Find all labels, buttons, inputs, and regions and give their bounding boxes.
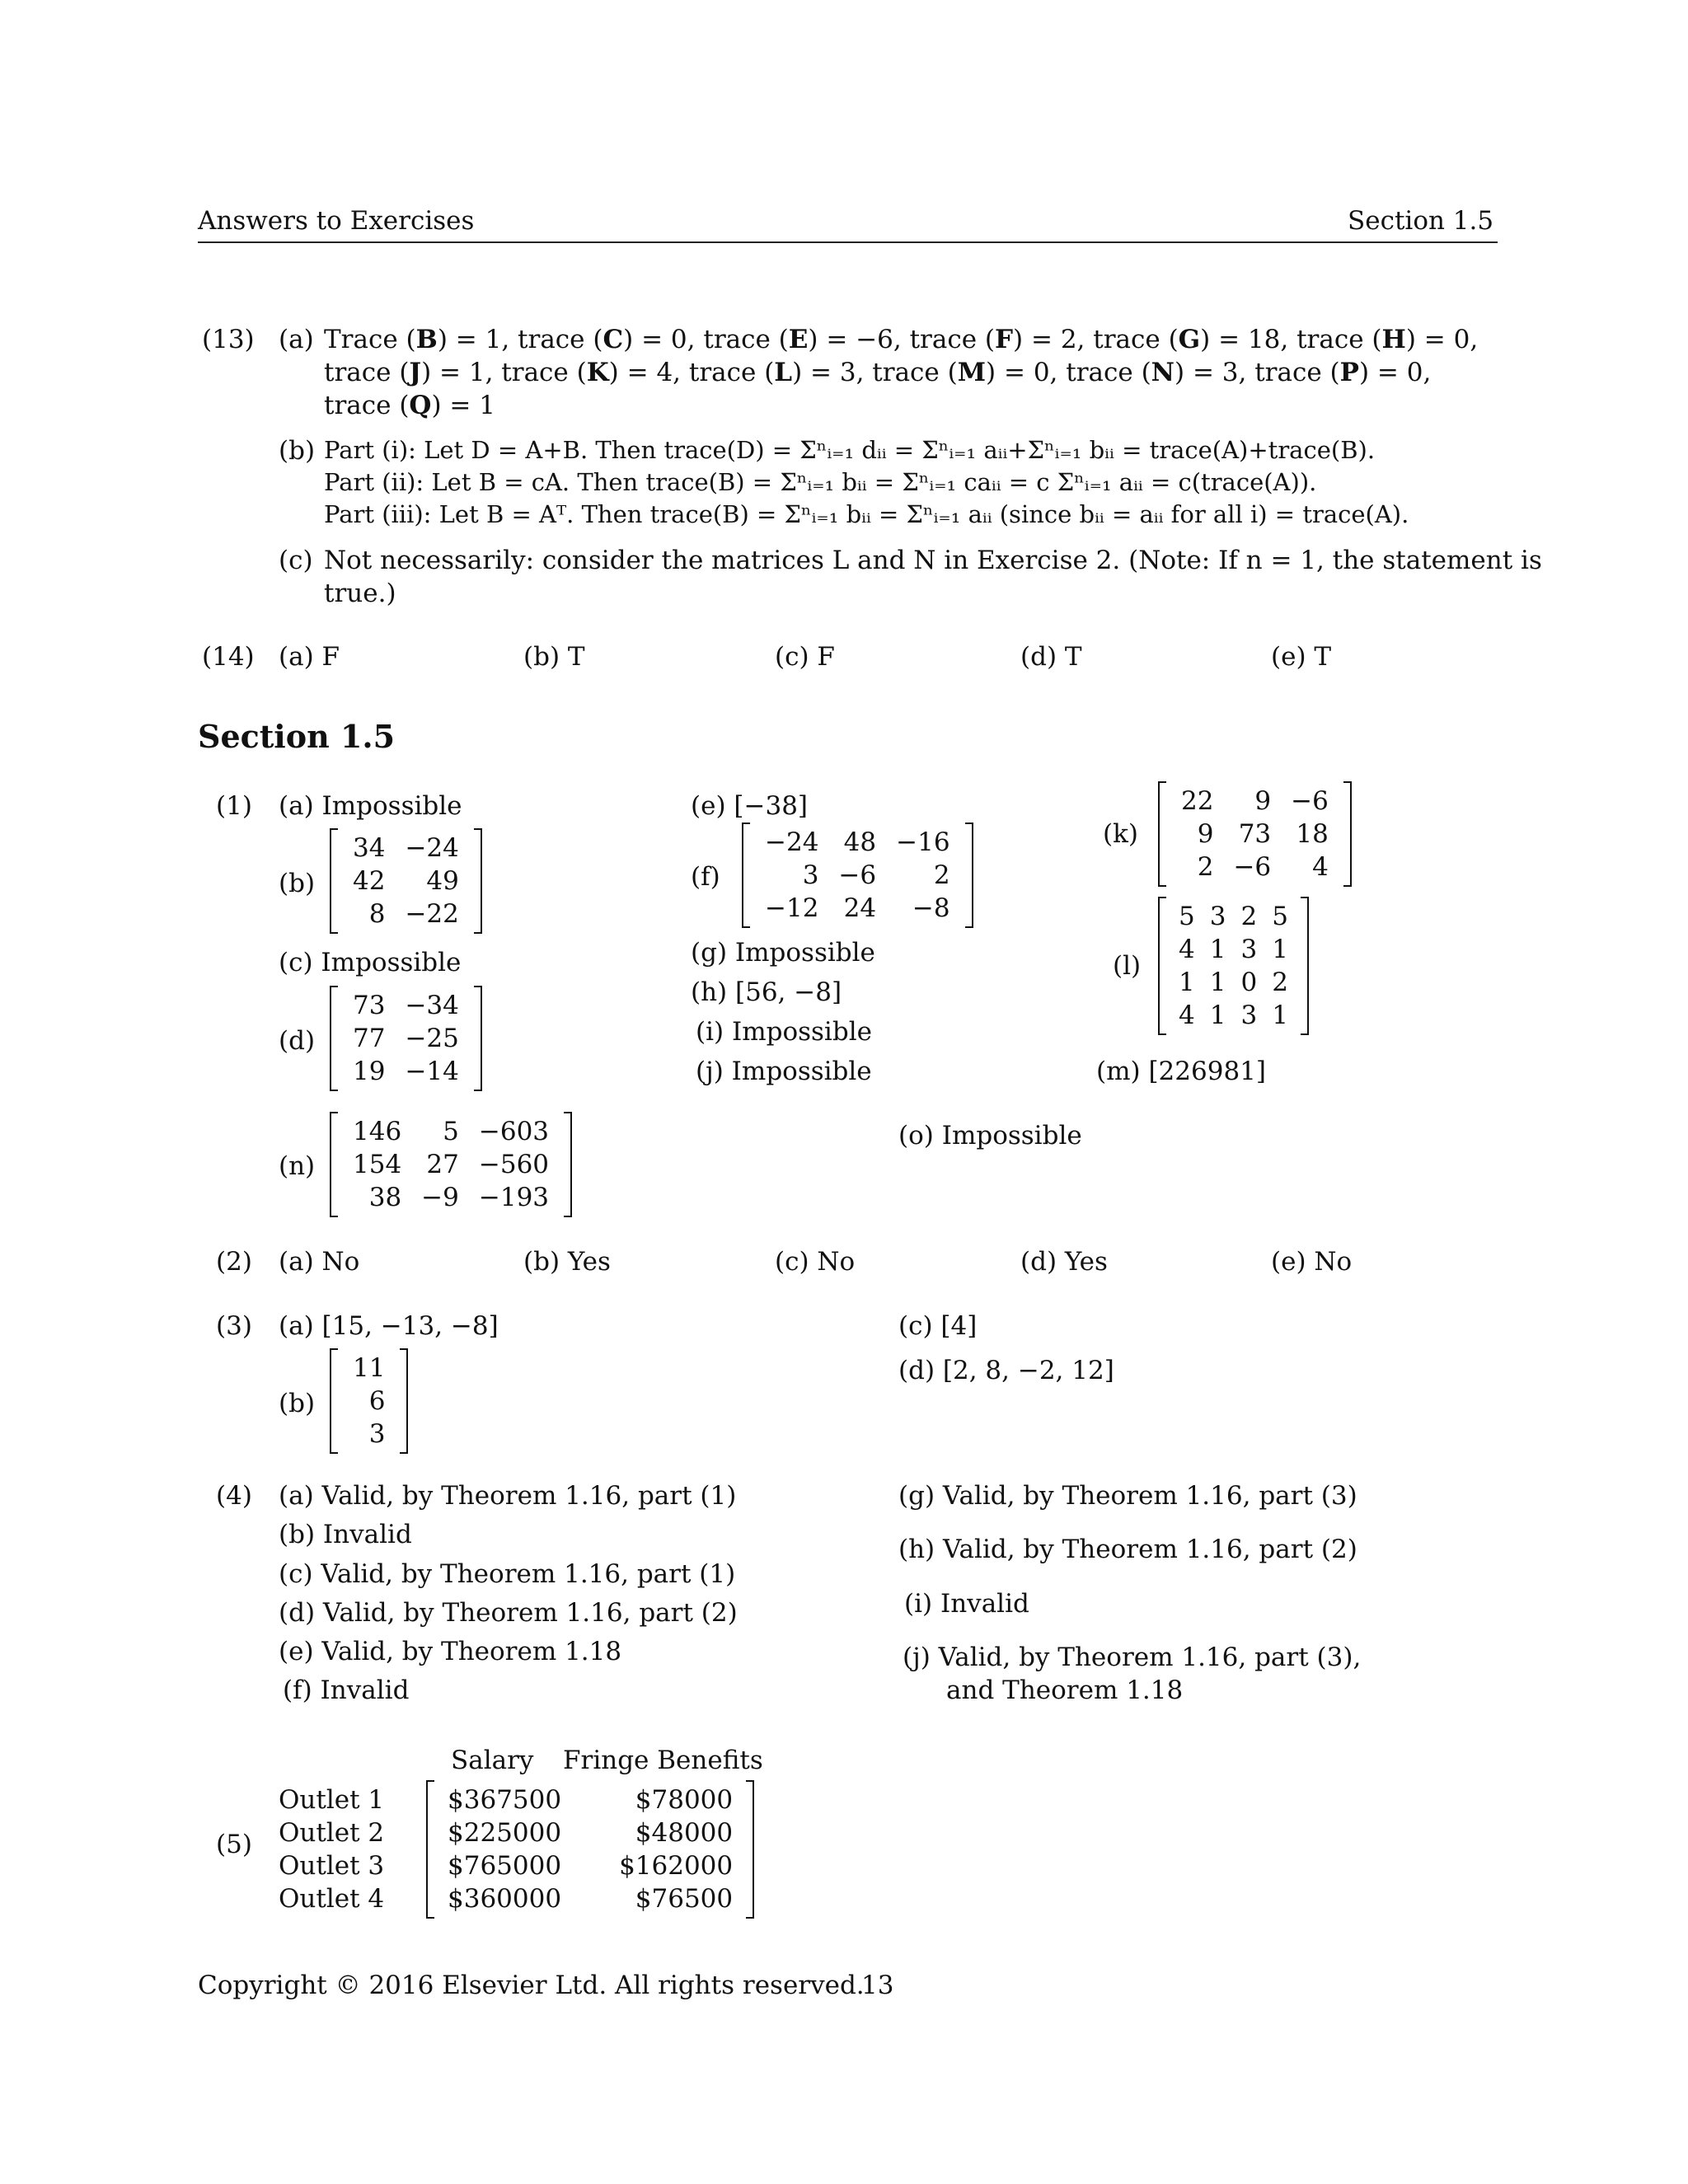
exercise-13b-label: (b) (279, 436, 316, 466)
exercise-13a-line2: trace (J) = 1, trace (K) = 4, trace (L) = 3, trace (M) = 0, trace (N) = 3, trace (P) = 0, (324, 358, 1432, 387)
matrix-3b: 11 6 3 (330, 1348, 408, 1454)
problem-1l-label: (l) (1113, 951, 1142, 981)
problem-4h: (h) Valid, by Theorem 1.16, part (2) (898, 1535, 1357, 1564)
exercise-14-item: (d) T (1020, 642, 1082, 672)
exercise-13c-line2: true.) (324, 579, 396, 608)
exercise-13a-line1: Trace (B) = 1, trace (C) = 0, trace (E) = −6, trace (F) = 2, trace (G) = 18, trace (H) = 0, (324, 325, 1479, 354)
problem-1i: (i) Impossible (696, 1017, 872, 1047)
matrix-1d: 73 −34 77 −25 19 −14 (330, 986, 482, 1091)
problem-2-item: (d) Yes (1020, 1247, 1108, 1277)
problem-4f: (f) Invalid (283, 1675, 410, 1705)
problem-3d: (d) [2, 8, −2, 12] (898, 1356, 1114, 1385)
table-5-column-header-fringe: Fringe Benefits (563, 1746, 763, 1775)
exercise-13c-line1: Not necessarily: consider the matrices L and N in Exercise 2. (Note: If n = 1, the statement is (324, 546, 1542, 575)
problem-3a: (a) [15, −13, −8] (279, 1311, 499, 1341)
problem-2-item: (e) No (1271, 1247, 1353, 1277)
problem-1-number: (1) (216, 791, 252, 821)
section-title: Section 1.5 (198, 718, 396, 755)
matrix-1f: −24 48 −16 3 −6 2 −12 24 −8 (742, 823, 973, 928)
problem-1g: (g) Impossible (691, 938, 875, 968)
matrix-1k: 22 9 −6 9 73 18 2 −6 4 (1158, 781, 1352, 887)
exercise-14-item: (a) F (279, 642, 340, 672)
problem-2-item: (c) No (775, 1247, 856, 1277)
running-header-left: Answers to Exercises (198, 206, 475, 236)
problem-1e: (e) [−38] (691, 791, 809, 821)
problem-1a: (a) Impossible (279, 791, 462, 821)
exercise-14-item: (c) F (775, 642, 835, 672)
exercise-14-item: (e) T (1271, 642, 1332, 672)
problem-2-item: (a) No (279, 1247, 360, 1277)
problem-4d: (d) Valid, by Theorem 1.16, part (2) (279, 1598, 738, 1628)
problem-5-number: (5) (216, 1830, 252, 1859)
problem-3b-label: (b) (279, 1389, 316, 1418)
problem-4j: (j) Valid, by Theorem 1.16, part (3), (903, 1643, 1362, 1672)
problem-4a: (a) Valid, by Theorem 1.16, part (1) (279, 1481, 737, 1511)
problem-1h: (h) [56, −8] (691, 977, 842, 1007)
problem-1c: (c) Impossible (279, 948, 462, 977)
problem-4-number: (4) (216, 1481, 252, 1511)
problem-2-number: (2) (216, 1247, 252, 1277)
copyright-notice: Copyright © 2016 Elsevier Ltd. All rights reserved. (198, 1971, 865, 2000)
problem-1n-label: (n) (279, 1151, 316, 1181)
exercise-13-number: (13) (202, 325, 255, 354)
exercise-14-item: (b) T (523, 642, 585, 672)
exercise-13b-part2: Part (ii): Let B = cA. Then trace(B) = Σⁿᵢ₌₁ bᵢᵢ = Σⁿᵢ₌₁ caᵢᵢ = c Σⁿᵢ₌₁ aᵢᵢ = c(trace(A)). (324, 468, 1317, 496)
problem-1j: (j) Impossible (696, 1057, 872, 1086)
problem-1b-label: (b) (279, 869, 316, 898)
page-number: 13 (861, 1971, 894, 2000)
table-5-row-labels (279, 1783, 384, 1915)
problem-3c: (c) [4] (898, 1311, 978, 1341)
problem-4c: (c) Valid, by Theorem 1.16, part (1) (279, 1559, 736, 1589)
row-label: Outlet 3 (279, 1851, 385, 1881)
problem-4b: (b) Invalid (279, 1520, 412, 1549)
exercise-13a-label: (a) (279, 325, 314, 354)
running-header-right: Section 1.5 (1348, 206, 1494, 236)
exercise-14-number: (14) (202, 642, 255, 672)
row-label: Outlet 2 (279, 1818, 385, 1848)
problem-1o: (o) Impossible (898, 1121, 1082, 1151)
header-rule (198, 241, 1498, 243)
row-label: Outlet 4 (279, 1884, 385, 1914)
problem-1k-label: (k) (1103, 819, 1138, 849)
matrix-5: $367500 $78000 $225000 $48000 $765000 $162000 $360000 $76500 (426, 1780, 754, 1919)
problem-3-number: (3) (216, 1311, 252, 1341)
matrix-1l: 5 3 2 5 4 1 3 1 1 1 0 2 4 1 3 1 (1158, 897, 1309, 1035)
exercise-13a-line3: trace (Q) = 1 (324, 391, 495, 420)
problem-1f-label: (f) (691, 862, 720, 892)
matrix-1b: 34 −24 42 49 8 −22 (330, 828, 482, 934)
exercise-13c-label: (c) (279, 546, 313, 575)
problem-4i: (i) Invalid (904, 1589, 1029, 1619)
problem-4e: (e) Valid, by Theorem 1.18 (279, 1637, 622, 1666)
problem-1d-label: (d) (279, 1026, 316, 1056)
row-label: Outlet 1 (279, 1785, 385, 1815)
problem-2-item: (b) Yes (523, 1247, 611, 1277)
problem-4j-continued: and Theorem 1.18 (946, 1675, 1184, 1705)
exercise-13b-part1: Part (i): Let D = A+B. Then trace(D) = Σⁿᵢ₌₁ dᵢᵢ = Σⁿᵢ₌₁ aᵢᵢ+Σⁿᵢ₌₁ bᵢᵢ = trace(A)+trace(B). (324, 436, 1376, 464)
exercise-13b-part3: Part (iii): Let B = Aᵀ. Then trace(B) = Σⁿᵢ₌₁ bᵢᵢ = Σⁿᵢ₌₁ aᵢᵢ (since bᵢᵢ = aᵢᵢ for all i) = trace(A). (324, 500, 1409, 528)
problem-1m: (m) [226981] (1096, 1057, 1266, 1086)
table-5-column-header-salary: Salary (451, 1746, 534, 1775)
problem-4g: (g) Valid, by Theorem 1.16, part (3) (898, 1481, 1357, 1511)
matrix-1n: 146 5 −603 154 27 −560 38 −9 −193 (330, 1112, 572, 1217)
